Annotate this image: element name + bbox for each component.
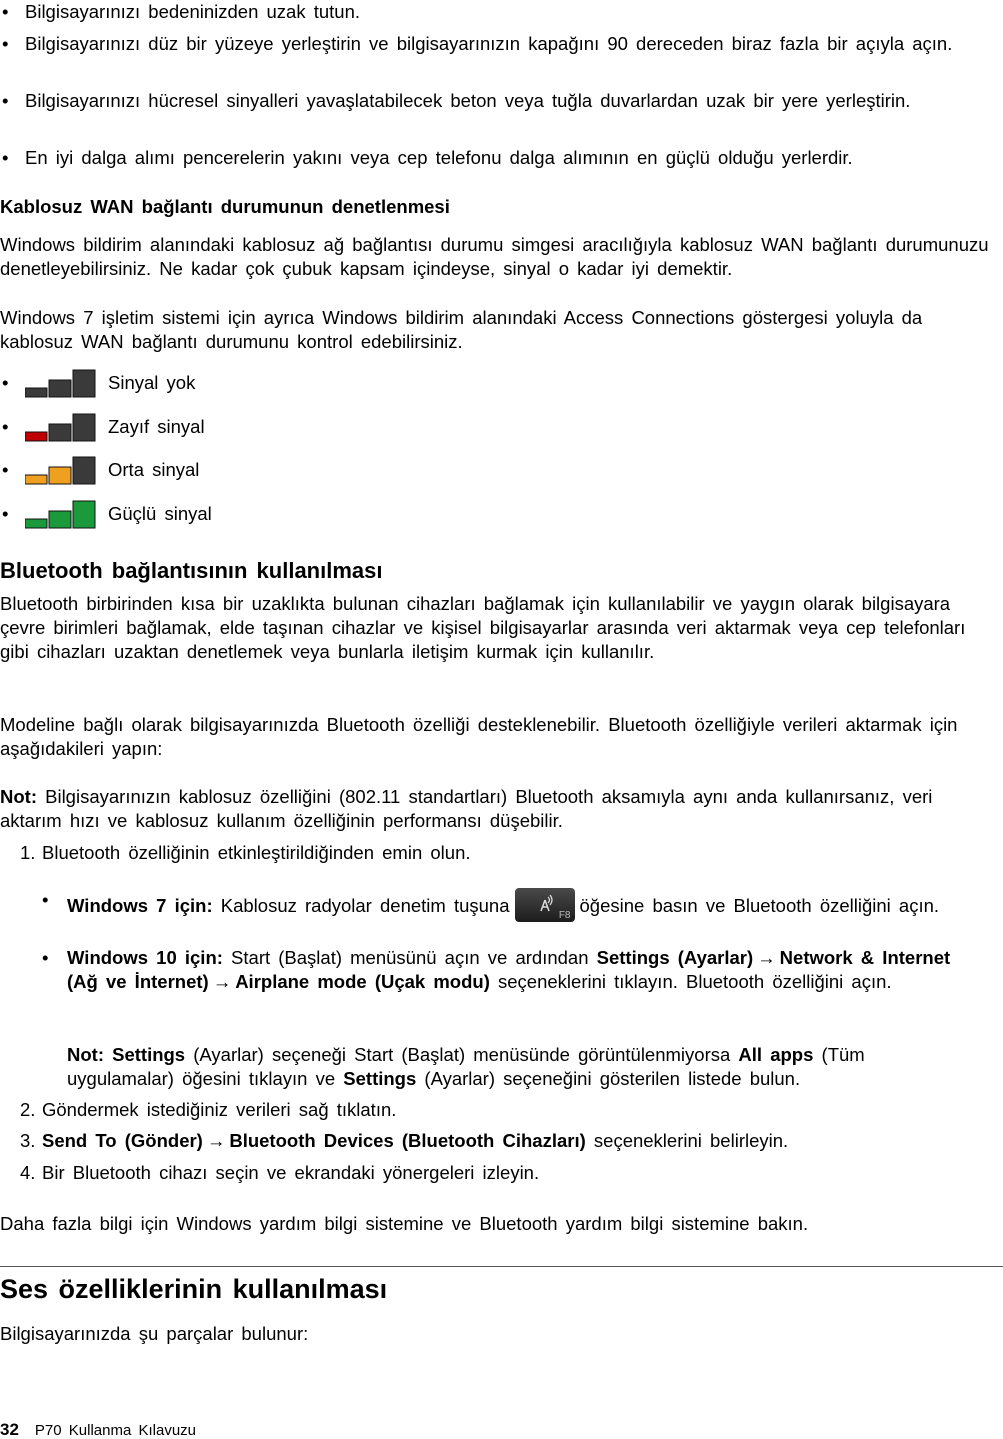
win10-note: Not: Settings (Ayarlar) seçeneği Start (Başlat) menüsünde görüntülenmiyorsa All apps (Tüm uygulamalar) öğesini tıklayın ve Settings (Ayarlar) seçeneğini gösterilen listede bulun. [67, 1044, 865, 1089]
step-1: 1. Bluetooth özelliğinin etkinleştirildiğinden emin olun. [20, 842, 471, 863]
step-3: 3. Send To (Gönder) → Bluetooth Devices (Bluetooth Cihazları) seçeneklerini belirleyin. [20, 1130, 789, 1151]
section-heading-audio: Ses özelliklerinin kullanılması [0, 1274, 388, 1304]
list-item: • En iyi dalga alımı pencerelerin yakını veya cep telefonu dalga alımının en güçlü olduğu yerlerdir. [0, 146, 995, 170]
manual-title: P70 Kullanma Kılavuzu [34, 1422, 197, 1439]
step-4: 4. Bir Bluetooth cihazı seçin ve ekrandaki yönergeleri izleyin. [20, 1162, 540, 1183]
section-divider [0, 1266, 1003, 1267]
list-item: • Bilgisayarınızı hücresel sinyalleri yavaşlatabilecek beton veya tuğla duvarlardan uzak bir yere yerleştirin. [0, 89, 995, 113]
page-footer [0, 1422, 196, 1439]
bt-paragraph-3: Daha fazla bilgi için Windows yardım bilgi sistemine ve Bluetooth yardım bilgi sistemine bakın. [0, 1213, 809, 1234]
section-heading-wan: Kablosuz WAN bağlantı durumunun denetlenmesi [0, 196, 450, 217]
audio-paragraph: Bilgisayarınızda şu parçalar bulunur: [0, 1323, 309, 1344]
document-page: • Bilgisayarınızı bedeninizden uzak tutun. • Bilgisayarınızı düz bir yüzeye yerleştirin ve bilgisayarınızın kapağını 90 dereceden biraz fazla bir açıyla açın. • Bilgisayarınızı hücresel sinyalleri yavaşlatabilecek beton veya tuğla duvarlardan uzak bir yere yerleştirin. • En iyi dalga alımı pencerelerin yakını veya cep telefonu dalga alımının en güçlü olduğu yerlerdir. Kablosuz WAN bağlantı durumunun denetlenmesi Windows bildirim alanındaki kablosuz ağ bağlantısı durumu simgesi aracılığıyla kablosuz WAN bağlantı durumunuzu denetleyebilirsiniz. Ne kadar çok çubuk kapsam içindeyse, sinyal o kadar iyi demektir. Windows 7 işletim sistemi için ayrıca Windows bildirim alanındaki Access Connections göstergesi yoluyla da kablosuz WAN bağlantı durumunu kontrol edebilirsiniz. • Sinyal yok • Zayıf sinyal • Orta sinyal • Güçlü sinyal Bluetooth bağlantısının kullanılması Bluetooth birbirinden kısa bir uzaklıkta bulunan cihazları bağlamak için kullanılabilir ve yaygın olarak bilgisayara çevre birimleri bağlamak, elde taşınan cihazlar ve kişisel bilgisayarlar arasında veri aktarmak veya cep telefonları gibi cihazları uzaktan denetlemek veya bunlarla iletişim kurmak için kullanılır. Modeline bağlı olarak bilgisayarınızda Bluetooth özelliği desteklenebilir. Bluetooth özelliğiyle verileri aktarmak için aşağıdakileri yapın: Not: Bilgisayarınızın kablosuz özelliğini (802.11 standartları) Bluetooth aksamıyla aynı anda kullanırsanız, veri aktarım hızı ve kablosuz kullanım özelliğinin performansı düşebilir. 1. Bluetooth özelliğinin etkinleştirildiğinden emin olun. • Windows 7 için: Kablosuz radyolar denetim tuşuna F8 öğesine basın ve Bluetooth özelliğini açın. • Windows 10 için: Start (Başlat) menüsünü açın ve ardından Settings (Ayarlar) → Network & Internet (Ağ ve İnternet) → Airplane mode (Uçak modu) seçeneklerini tıklayın. Bluetooth özelliğini açın. Not: Settings (Ayarlar) seçeneği Start (Başlat) menüsünde görüntülenmiyorsa All apps (Tüm uygulamalar) öğesini tıklayın ve Settings (Ayarlar) seçeneğini gösterilen listede bulun. 2. Göndermek istediğiniz verileri sağ tıklatın. 3. Send To (Gönder) → Bluetooth Devices (Bluetooth Cihazları) seçeneklerini belirleyin. 4. Bir Bluetooth cihazı seçin ve ekrandaki yönergeleri izleyin. Daha fazla bilgi için Windows yardım bilgi sistemine ve Bluetooth yardım bilgi sistemine bakın. Ses özelliklerinin kullanılması Bilgisayarınızda şu parçalar bulunur: 32 P70 Kullanma Kılavuzu [0, 0, 1003, 1438]
arrow-icon: → [757, 947, 776, 968]
signal-label: Sinyal yok [108, 372, 196, 393]
signal-weak-icon [25, 412, 97, 442]
list-item: • Bilgisayarınızı düz bir yüzeye yerleştirin ve bilgisayarınızın kapağını 90 dereceden biraz fazla bir açıyla açın. [0, 32, 995, 56]
section-heading-bluetooth: Bluetooth bağlantısının kullanılması [0, 558, 383, 583]
bt-paragraph-1: Bluetooth birbirinden kısa bir uzaklıkta bulunan cihazları bağlamak için kullanılabilir ve yaygın olarak bilgisayara çevre birimleri bağlamak, elde taşınan cihazlar ve kişisel bilgisayarlar arasında veri aktarmak veya cep telefonları gibi cihazları uzaktan denetlemek veya bunlarla iletişim kurmak için kullanılır. [0, 593, 966, 662]
arrow-icon: → [212, 971, 232, 992]
note-label: Not: [0, 786, 37, 807]
signal-label: Güçlü sinyal [108, 503, 212, 524]
bt-note: Not: Bilgisayarınızın kablosuz özelliğini (802.11 standartları) Bluetooth aksamıyla aynı anda kullanırsanız, veri aktarım hızı ve kablosuz kullanım özelliğinin performansı düşebilir. [0, 786, 933, 831]
signal-strong-icon [25, 499, 97, 529]
wan-paragraph-2: Windows 7 işletim sistemi için ayrıca Windows bildirim alanındaki Access Connections göstergesi yoluyla da kablosuz WAN bağlantı durumunu kontrol edebilirsiniz. [0, 307, 923, 352]
arrow-icon: → [206, 1130, 226, 1151]
list-item: • Bilgisayarınızı bedeninizden uzak tutun. [0, 0, 995, 24]
wireless-radio-key-icon: F8 [515, 888, 575, 922]
signal-none-icon [25, 368, 97, 398]
wan-paragraph-1: Windows bildirim alanındaki kablosuz ağ bağlantısı durumu simgesi aracılığıyla kablosuz WAN bağlantı durumunuzu denetleyebilirsiniz. Ne kadar çok çubuk kapsam içindeyse, sinyal o kadar iyi demektir. [0, 234, 989, 279]
signal-label: Zayıf sinyal [108, 416, 205, 437]
step-2: 2. Göndermek istediğiniz verileri sağ tıklatın. [20, 1099, 397, 1120]
signal-label: Orta sinyal [108, 459, 200, 480]
bt-paragraph-2: Modeline bağlı olarak bilgisayarınızda Bluetooth özelliği desteklenebilir. Bluetooth özelliğiyle verileri aktarmak için aşağıdakileri yapın: [0, 714, 958, 759]
signal-medium-icon [25, 455, 97, 485]
win10-instruction: • Windows 10 için: Start (Başlat) menüsünü açın ve ardından Settings (Ayarlar) → Network & Internet (Ağ ve İnternet) → Airplane mode (Uçak modu) seçeneklerini tıklayın. Bluetooth özelliğini açın. [40, 946, 965, 994]
antenna-icon [535, 894, 555, 912]
page-number: 32 [0, 1420, 19, 1439]
win7-instruction: • Windows 7 için: Kablosuz radyolar denetim tuşuna F8 öğesine basın ve Bluetooth özelliğini açın. [40, 888, 965, 922]
